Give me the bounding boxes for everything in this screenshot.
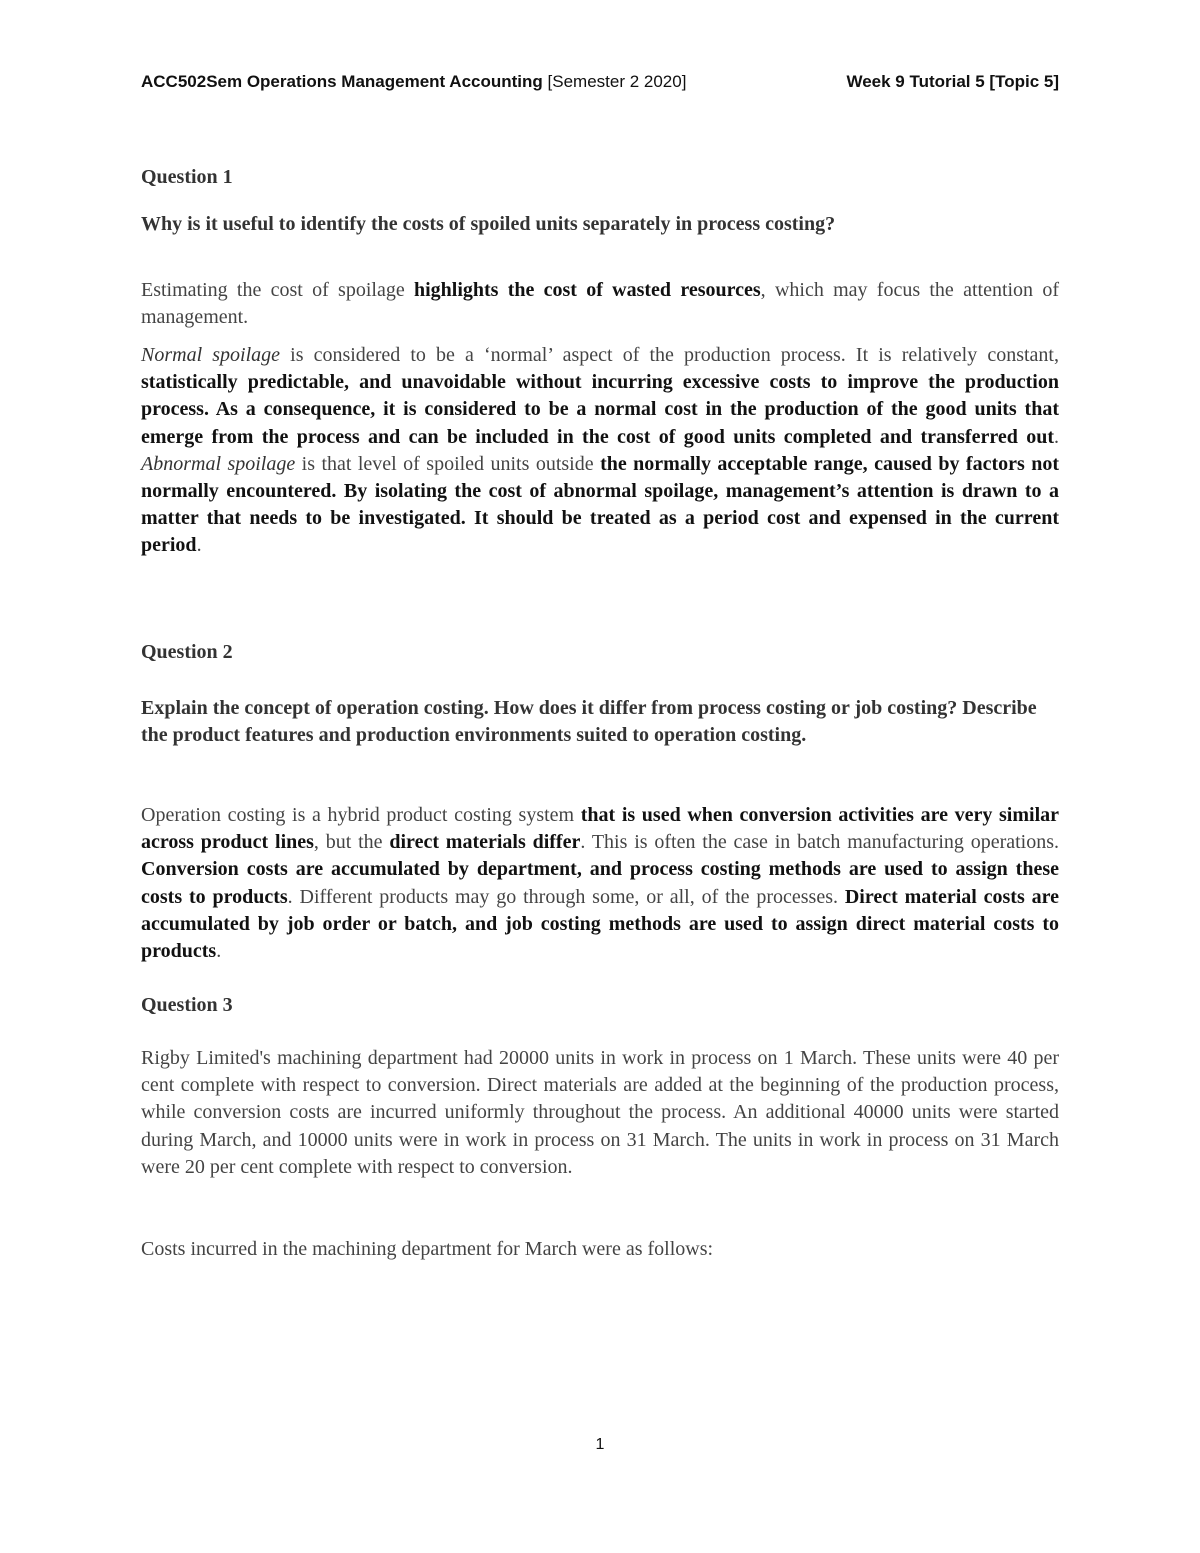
question-2-heading: Question 2 xyxy=(141,641,233,663)
question-3-costs-intro: Costs incurred in the machining department for March were as follows: xyxy=(141,1238,714,1260)
question-1-heading: Question 1 xyxy=(141,166,233,188)
question-1-answer-paragraph-1: Estimating the cost of spoilage highlights the cost of wasted resources, which may focus the attention of management. xyxy=(141,279,1059,329)
page-header xyxy=(141,72,1059,100)
question-3-heading: Question 3 xyxy=(141,994,233,1016)
question-3-scenario-paragraph: Rigby Limited's machining department had 20000 units in work in process on 1 March. These units were 40 per cent complete with respect to conversion. Direct materials are added at the beginning of the production process, while conversion costs are incurred uniformly throughout the process. An additional 40000 units were started during March, and 10000 units were in work in process on 31 March. The units in work in process on 31 March were 20 per cent complete with respect to conversion. xyxy=(141,1047,1059,1178)
page-number: 1 xyxy=(595,1436,605,1453)
course-name: ACC502Sem Operations Management Accounting xyxy=(141,72,548,91)
question-1-answer-paragraph-2: Normal spoilage is considered to be a ‘normal’ aspect of the production process. It is relatively constant, statistically predictable, and unavoidable without incurring excessive costs to improve the production process. As a consequence, it is considered to be a normal cost in the production of the good units that emerge from the process and can be included in the cost of good units completed and transferred out. Abnormal spoilage is that level of spoiled units outside the normally acceptable range, caused by factors not normally encountered. By isolating the cost of abnormal spoilage, management’s attention is drawn to a matter that needs to be investigated. It should be treated as a period cost and expensed in the current period. xyxy=(141,344,1059,557)
question-2-answer-paragraph: Operation costing is a hybrid product costing system that is used when conversion activities are very similar across product lines, but the direct materials differ. This is often the case in batch manufacturing operations. Conversion costs are accumulated by department, and process costing methods are used to assign these costs to products. Different products may go through some, or all, of the processes. Direct material costs are accumulated by job order or batch, and job costing methods are used to assign direct material costs to products. xyxy=(141,804,1059,963)
semester-label: [Semester 2 2020] xyxy=(547,72,687,91)
question-1-prompt: Why is it useful to identify the costs of spoiled units separately in process costing? xyxy=(141,213,836,235)
question-2-prompt: Explain the concept of operation costing. How does it differ from process costing or job costing? Describe the product features and production environments suited to operation costing. xyxy=(141,697,1037,746)
course-title xyxy=(141,72,686,92)
week-topic-label: Week 9 Tutorial 5 [Topic 5] xyxy=(846,72,1059,91)
